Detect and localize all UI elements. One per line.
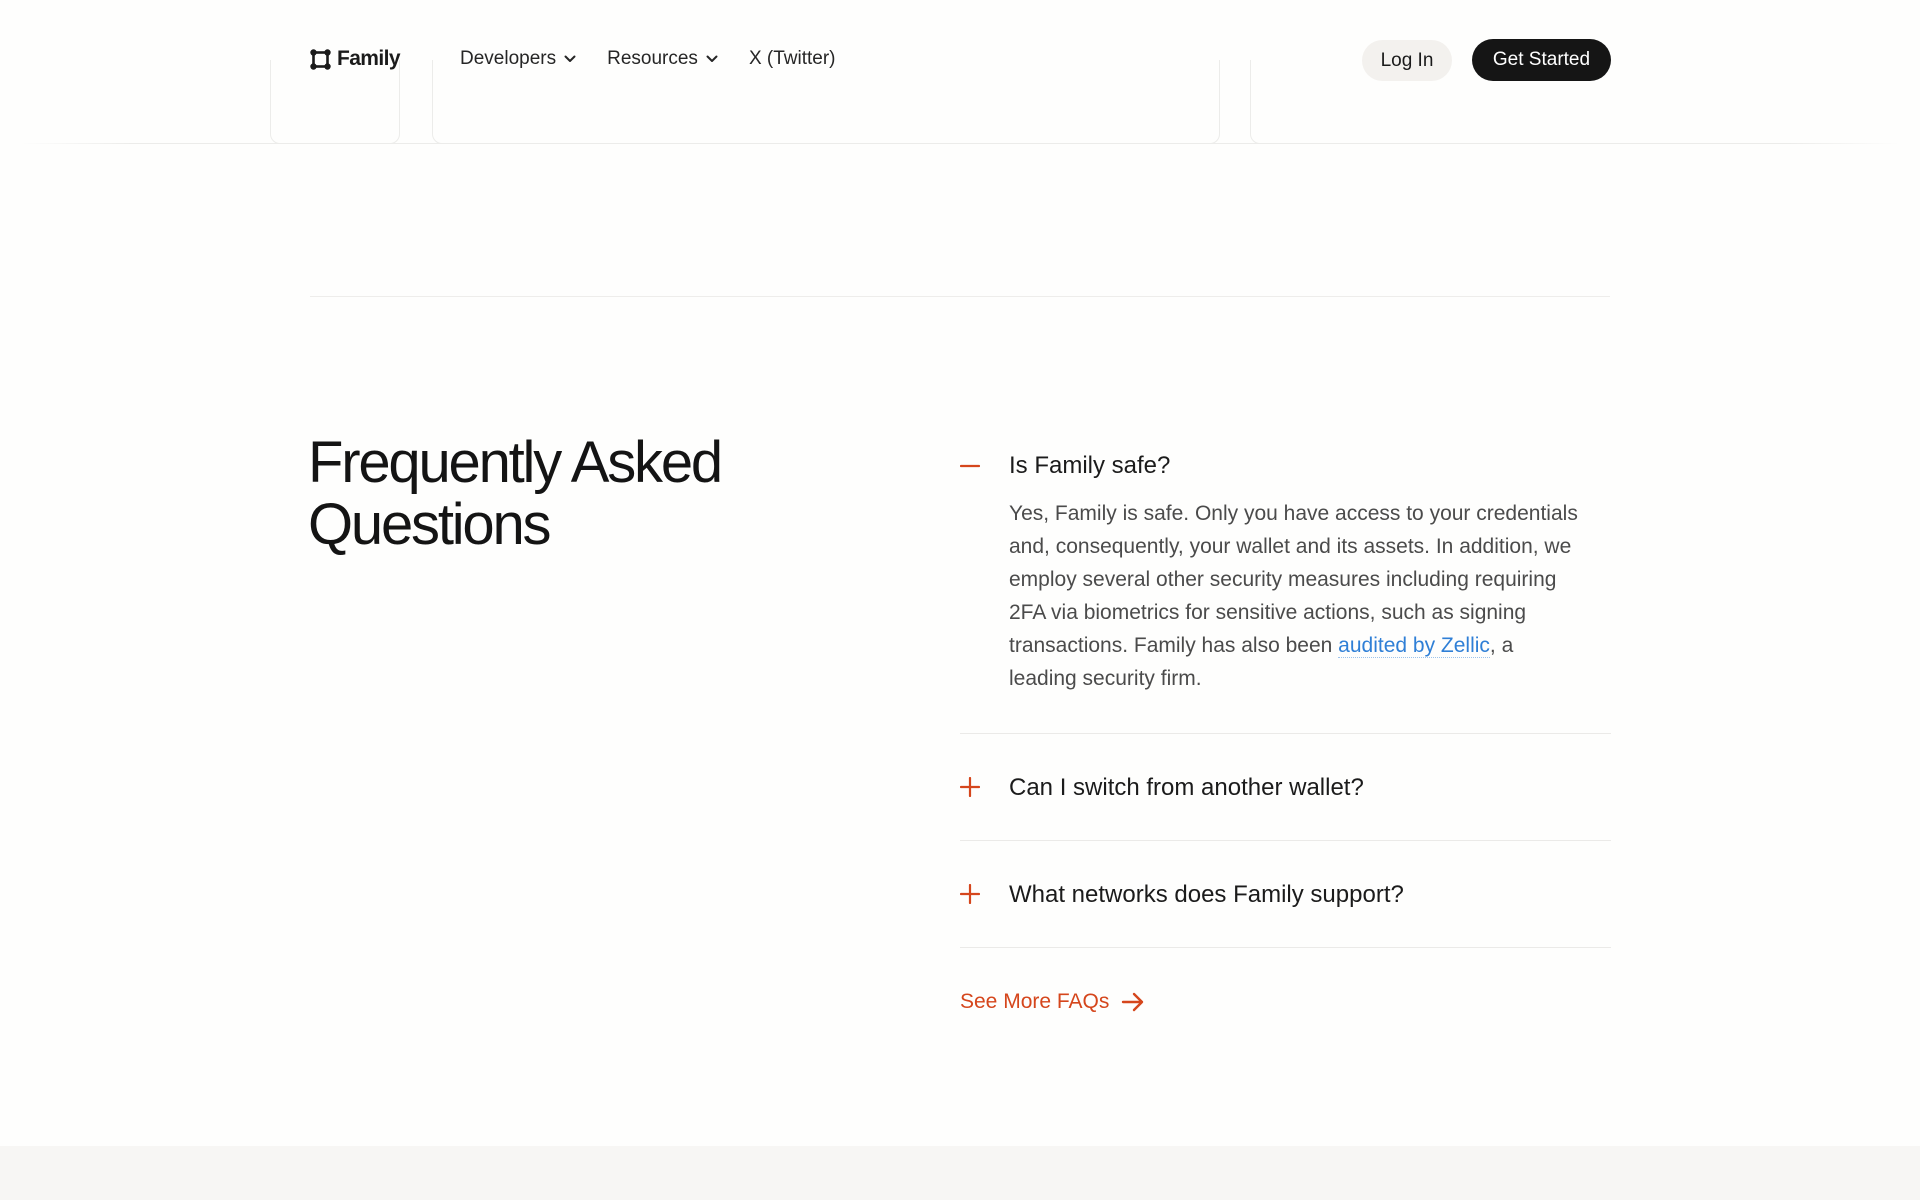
nav-item-twitter[interactable] xyxy=(749,47,836,71)
minus-icon[interactable] xyxy=(960,456,980,476)
logo-text: Family xyxy=(337,47,400,70)
section-divider xyxy=(310,296,1610,297)
faq-answer-text: Yes, Family is safe. Only you have access to your credentials and, consequently, your wallet and its assets. In addition, we employ several other security measures including requiring 2FA via biometrics for sensitive actions, such as signing transactions. Family has also been xyxy=(1009,502,1578,657)
faq-question[interactable]: What networks does Family support? xyxy=(1009,881,1404,908)
chevron-down-icon xyxy=(706,55,718,63)
faq-answer-text: , a leading security firm. xyxy=(1009,634,1514,690)
main-nav xyxy=(460,47,867,71)
site-header xyxy=(0,0,1920,120)
faq-item[interactable] xyxy=(960,734,1611,841)
see-more-faqs-link[interactable] xyxy=(960,990,1145,1014)
login-button[interactable]: Log In xyxy=(1362,40,1452,81)
nav-item-label: Resources xyxy=(607,48,698,69)
faq-question[interactable]: Can I switch from another wallet? xyxy=(1009,774,1364,801)
chevron-down-icon xyxy=(564,55,576,63)
plus-icon[interactable] xyxy=(960,777,980,797)
family-logo-icon xyxy=(310,49,331,70)
faq-item xyxy=(960,440,1611,734)
nav-item-label: Developers xyxy=(460,48,557,69)
nav-item-label: X (Twitter) xyxy=(748,48,836,69)
header-divider xyxy=(20,143,1900,144)
footer-section xyxy=(0,1146,1920,1200)
faq-list xyxy=(960,440,1611,948)
nav-item-developers[interactable] xyxy=(460,47,576,71)
plus-icon[interactable] xyxy=(960,884,980,904)
arrow-right-icon xyxy=(1121,992,1145,1012)
nav-item-resources[interactable] xyxy=(607,47,718,71)
zellic-audit-link[interactable]: audited by Zellic xyxy=(1338,634,1490,657)
faq-item[interactable] xyxy=(960,841,1611,948)
family-logo-link[interactable] xyxy=(310,47,400,71)
card-edge xyxy=(270,60,400,144)
card-edge xyxy=(432,60,1220,144)
faq-question[interactable]: Is Family safe? xyxy=(1009,452,1171,479)
faq-answer xyxy=(1009,497,1584,695)
see-more-label: See More FAQs xyxy=(960,990,1110,1013)
faq-title: Frequently Asked Questions xyxy=(308,430,721,557)
get-started-button[interactable]: Get Started xyxy=(1472,39,1611,81)
